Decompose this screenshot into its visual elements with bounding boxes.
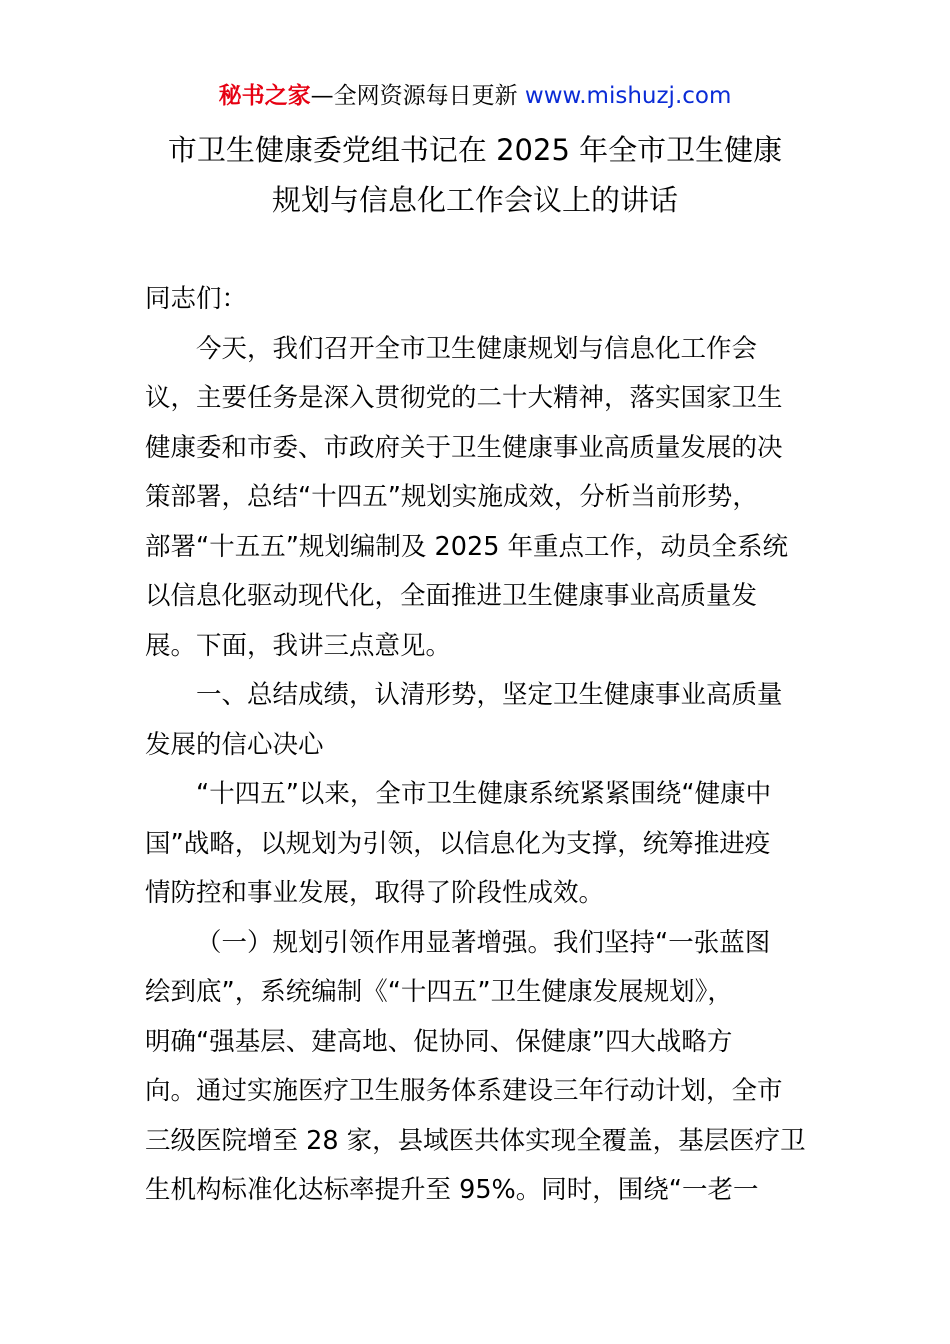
brand-name: 秘书之家: [218, 83, 311, 109]
paragraph-line: 国”战略，以规划为引领，以信息化为支撑，统筹推进疫: [145, 829, 771, 859]
paragraph-line: 展。下面，我讲三点意见。: [145, 631, 452, 661]
site-url-link[interactable]: www.mishuzj.com: [524, 83, 732, 109]
paragraph-line: 健康委和市委、市政府关于卫生健康事业高质量发展的决: [145, 433, 783, 463]
paragraph-line: 部署“十五五”规划编制及 2025 年重点工作，动员全系统: [145, 532, 789, 562]
paragraph-line: 今天，我们召开全市卫生健康规划与信息化工作会: [196, 334, 758, 364]
paragraph-line: 三级医院增至 28 家，县域医共体实现全覆盖，基层医疗卫: [145, 1126, 806, 1156]
paragraph-line: 向。通过实施医疗卫生服务体系建设三年行动计划，全市: [145, 1076, 783, 1106]
paragraph-line: 情防控和事业发展，取得了阶段性成效。: [145, 878, 605, 908]
paragraph-line: 绘到底”，系统编制《“十四五”卫生健康发展规划》，: [145, 977, 733, 1007]
paragraph-line: 生机构标准化达标率提升至 95%。同时，围绕“一老一: [145, 1175, 759, 1205]
paragraph-line: 议，主要任务是深入贯彻党的二十大精神，落实国家卫生: [145, 383, 783, 413]
section-heading-line-2: 发展的信心决心: [145, 730, 324, 760]
document-title-line-2: 规划与信息化工作会议上的讲话: [271, 183, 678, 217]
header-tagline: —全网资源每日更新: [310, 83, 525, 109]
paragraph-line: （一）规划引领作用显著增强。我们坚持“一张蓝图: [196, 928, 771, 958]
paragraph-line: 策部署，总结“十四五”规划实施成效，分析当前形势，: [145, 482, 758, 512]
salutation: 同志们：: [145, 284, 248, 314]
paragraph-line: 明确“强基层、建高地、促协同、保健康”四大战略方: [145, 1027, 733, 1057]
document-title-line-1: 市卫生健康委党组书记在 2025 年全市卫生健康: [167, 133, 783, 167]
section-heading-line-1: 一、总结成绩，认清形势，坚定卫生健康事业高质量: [196, 680, 783, 710]
paragraph-line: “十四五”以来，全市卫生健康系统紧紧围绕“健康中: [196, 779, 772, 809]
paragraph-line: 以信息化驱动现代化，全面推进卫生健康事业高质量发: [145, 581, 758, 611]
site-header: [0, 80, 950, 112]
